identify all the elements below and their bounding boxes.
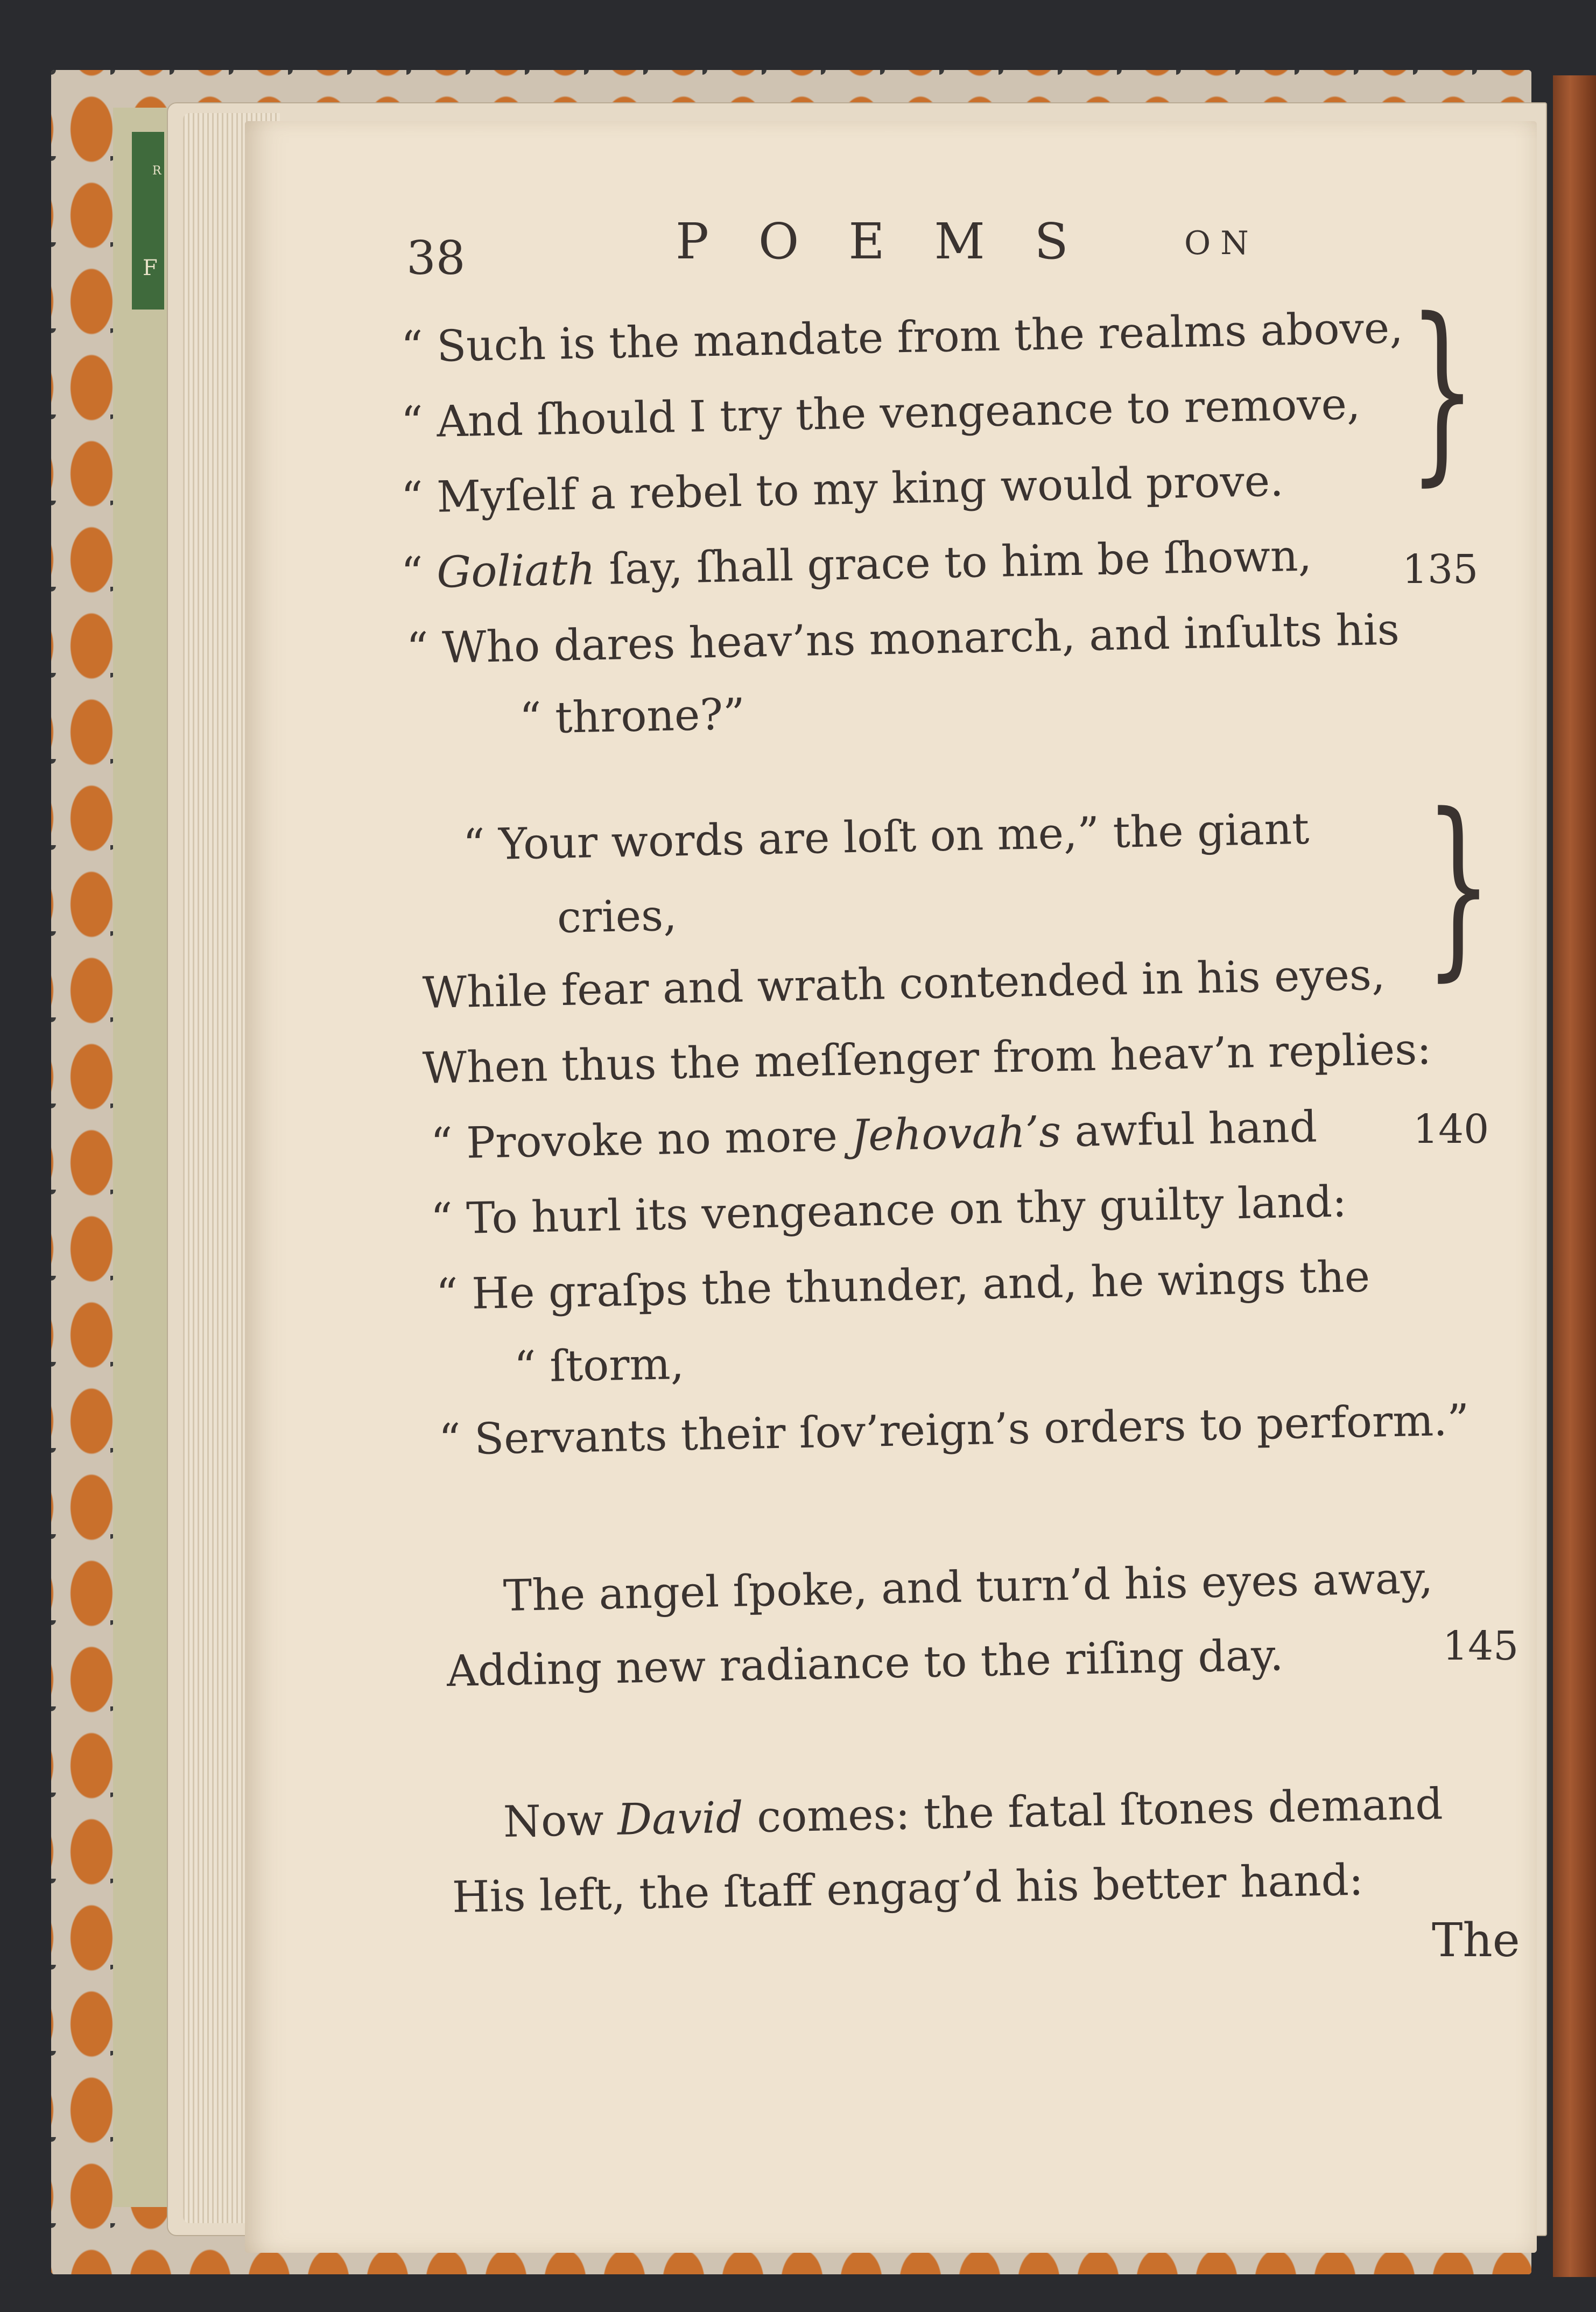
poem-line: “ Myſelf a rebel to my king would prove. (400, 455, 1284, 523)
poem-line: “ Who dares heav’ns monarch, and inſults his (406, 604, 1400, 673)
book-page (245, 121, 1537, 2253)
line-number: 145 (1443, 1623, 1519, 1669)
slip-letter-2: F (143, 256, 158, 280)
poem-line: “ ſtorm, (514, 1338, 685, 1392)
green-label-slip (132, 132, 164, 310)
poem-line: Adding new radiance to the riſing day. (446, 1630, 1284, 1696)
poem-line: cries, (557, 890, 678, 943)
triplet-brace: } (1408, 277, 1477, 503)
poem-line: “ To hurl its vengeance on thy guilty land: (430, 1176, 1347, 1244)
poem-line: “ He graſps the thunder, and, he wings the (435, 1251, 1370, 1319)
poem-line: “ Such is the mandate from the realms above, (400, 303, 1404, 372)
poem-line: The angel ſpoke, and turn’d his eyes away, (503, 1552, 1433, 1621)
poem-line: “ Your words are loſt on me,” the giant (462, 803, 1310, 870)
running-title-suffix: ON (1184, 224, 1258, 262)
catchword: The (1432, 1914, 1520, 1967)
line-number: 135 (1402, 546, 1479, 593)
poem-line: When thus the meſſenger from heav’n replies: (422, 1024, 1432, 1093)
poem-line: “ And ſhould I try the vengeance to remove, (400, 378, 1361, 447)
poem-line: “ Goliath ſay, ſhall grace to him be ſhown, (400, 530, 1312, 598)
poem-line: “ Servants their ſov’reign’s orders to perform.” (438, 1395, 1470, 1465)
poem-line: While fear and wrath contended in his eyes, (422, 949, 1386, 1018)
poem-line: Now David comes: the fatal ſtones demand (503, 1779, 1444, 1847)
line-number: 140 (1413, 1106, 1489, 1153)
poem-line: “ Provoke no more Jehovah’s awful hand (430, 1101, 1318, 1169)
poem-line: His left, the ſtaff engag’d his better hand: (452, 1854, 1364, 1922)
running-title: POEMS (676, 213, 1118, 270)
page-number: 38 (406, 231, 466, 285)
slip-letter: R (152, 164, 161, 178)
triplet-brace: } (1424, 772, 1493, 998)
leather-spine (1553, 75, 1596, 2277)
poem-line: “ throne?” (519, 688, 746, 743)
